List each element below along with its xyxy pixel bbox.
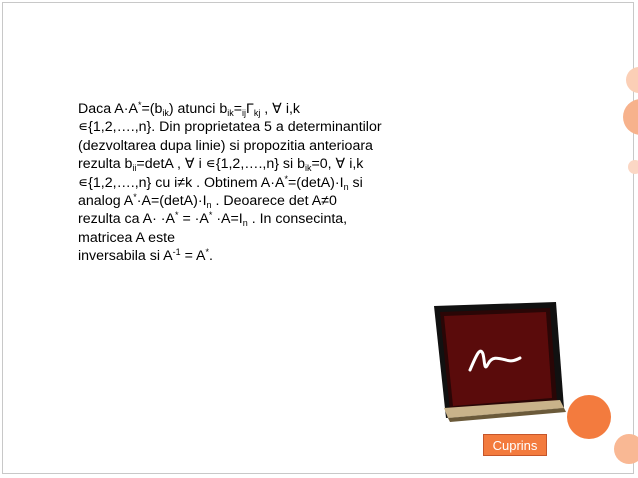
- cuprins-button[interactable]: Cuprins: [483, 434, 547, 456]
- text-run: =0, ∀ i,k: [311, 156, 364, 173]
- text-run: =(detA)·I: [287, 174, 344, 191]
- text-line-4: [78, 155, 438, 173]
- subscript: ik: [304, 163, 312, 174]
- text-line-5: [78, 174, 438, 192]
- subscript: ik: [162, 108, 169, 118]
- subscript: ij: [242, 108, 247, 118]
- text-run: ·A=(detA)·I: [136, 192, 207, 209]
- decor-circle: [628, 160, 638, 174]
- slide-body-text: [78, 100, 438, 266]
- superscript: *: [137, 100, 142, 110]
- superscript: *: [208, 210, 213, 221]
- text-line-7: [78, 210, 438, 228]
- subscript: n: [343, 181, 349, 192]
- text-run: , ∀ i,k: [260, 101, 301, 117]
- text-run: . Deoarece det A≠0: [211, 192, 337, 209]
- text-line-9: [78, 247, 438, 265]
- subscript: ik: [227, 108, 234, 118]
- text-line-6: [78, 192, 438, 210]
- text-run: Daca A·A: [78, 101, 138, 117]
- text-run: ) atunci b: [168, 101, 228, 117]
- subscript: n: [206, 199, 212, 210]
- superscript: *: [133, 191, 137, 202]
- text-run: =: [233, 101, 243, 117]
- text-run: rezulta ca A· ·A: [78, 211, 175, 228]
- superscript: *: [205, 247, 210, 258]
- decor-circle: [567, 395, 611, 439]
- subscript: kj: [253, 108, 261, 118]
- superscript: *: [174, 210, 179, 221]
- superscript: -1: [172, 247, 181, 258]
- text-run: = ·A: [178, 211, 209, 228]
- text-run: =detA , ∀ i ∊{1,2,….,n} si b: [136, 156, 305, 173]
- text-run: .: [209, 248, 213, 265]
- text-line-3: (dezvoltarea dupa linie) si propozitia anterioara: [78, 137, 373, 154]
- subscript: ii: [132, 163, 137, 174]
- text-run: analog A: [78, 192, 134, 209]
- chalkboard-icon: [428, 300, 568, 422]
- subscript: n: [242, 218, 248, 229]
- text-line-1: [78, 100, 438, 118]
- decor-circle: [614, 434, 638, 464]
- text-run: . In consecinta,: [247, 211, 348, 228]
- text-run: = A: [180, 248, 206, 265]
- text-line-2: ∊{1,2,….,n}. Din proprietatea 5 a determinantilor: [78, 119, 382, 136]
- text-run: Γ: [246, 101, 254, 117]
- text-run: ·A=I: [212, 211, 243, 228]
- text-run: inversabila si A: [78, 248, 173, 265]
- superscript: *: [284, 173, 288, 184]
- text-line-8: matricea A este: [78, 229, 175, 246]
- text-run: si: [348, 174, 363, 191]
- text-run: =(b: [141, 101, 163, 117]
- text-run: rezulta b: [78, 156, 133, 173]
- text-run: ∊{1,2,….,n} cu i≠k . Obtinem A·A: [78, 174, 285, 191]
